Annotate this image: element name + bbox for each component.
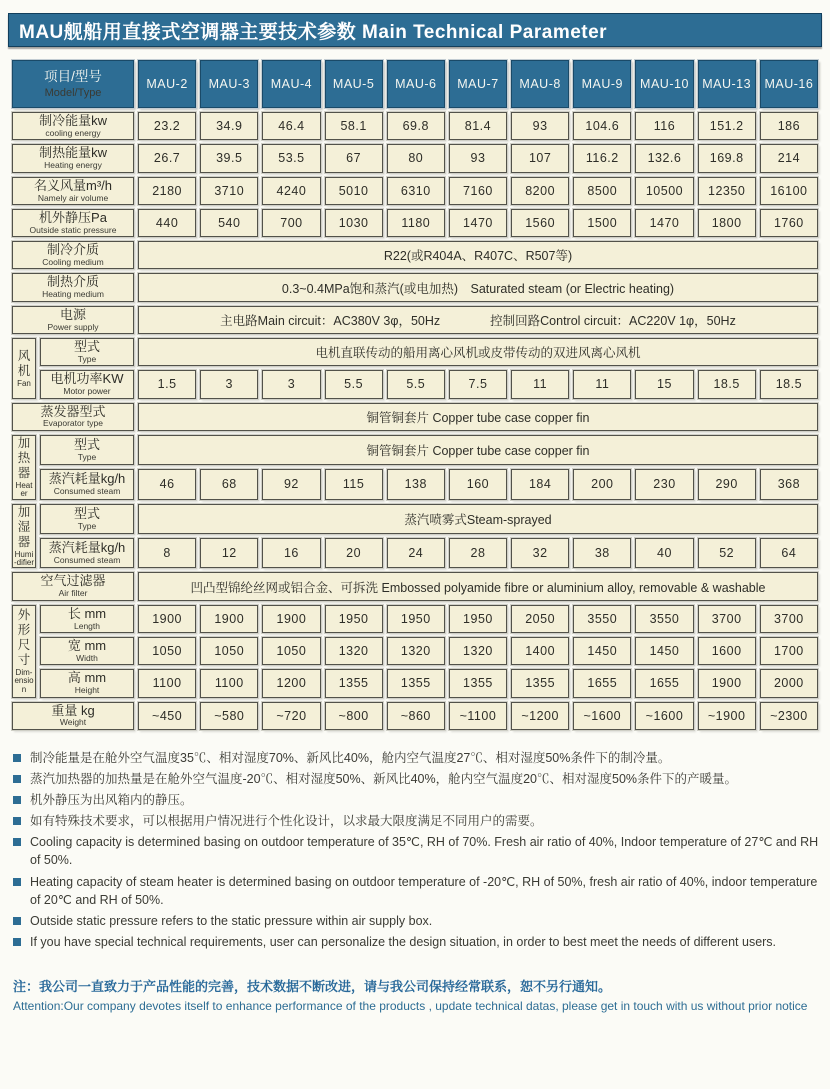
cell-value: 1050 (138, 637, 196, 665)
cell-value: 1.5 (138, 370, 196, 398)
cell-value: 5.5 (325, 370, 383, 398)
cell-value: 26.7 (138, 144, 196, 172)
cell-value: 3550 (635, 605, 693, 633)
table-header-row (12, 60, 818, 108)
cell-value: 92 (262, 469, 320, 499)
cell-value: ~2300 (760, 702, 818, 730)
cell-value: 1900 (200, 605, 258, 633)
cell-value: 1800 (698, 209, 756, 237)
cell-value: ~1100 (449, 702, 507, 730)
cell-value: 1050 (200, 637, 258, 665)
row-label-cooling-energy: 制冷能量kw cooling energy (12, 112, 134, 140)
cell-value: 5010 (325, 177, 383, 205)
note-text: Outside static pressure refers to the static pressure within air supply box. (30, 913, 433, 928)
note-text: Cooling capacity is determined basing on outdoor temperature of 35℃, RH of 70%. Fresh air ratio of 40%, Indoor temperature of 27℃ and RH of 50%. (30, 835, 819, 868)
bullet-square-icon (13, 838, 21, 846)
cell-value: 214 (760, 144, 818, 172)
cell-value: 116 (635, 112, 693, 140)
cell-value: 3550 (573, 605, 631, 633)
cell-value: ~1600 (573, 702, 631, 730)
bullet-square-icon (13, 775, 21, 783)
row-label-weight: 重量 kg Weight (12, 702, 134, 730)
row-width (12, 637, 818, 665)
cell-value: 1470 (635, 209, 693, 237)
cell-value: 8 (138, 538, 196, 568)
cell-span-value: 0.3~0.4MPa饱和蒸汽(或电加热) Saturated steam (or Electric heating) (138, 273, 818, 301)
cell-value: 151.2 (698, 112, 756, 140)
row-label-air-filter: 空气过滤器 Air filter (12, 572, 134, 600)
header-mau-13: MAU-13 (698, 60, 756, 108)
cell-value: 15 (635, 370, 693, 398)
footnotes (13, 749, 820, 951)
row-label-heater-type: 型式 Type (40, 435, 134, 465)
attention-en: Attention:Our company devotes itself to enhance performance of the products , update technical datas, please get in touch with us without prior notice (13, 999, 808, 1014)
cell-value: 46 (138, 469, 196, 499)
cell-value: 3710 (200, 177, 258, 205)
cell-value: 368 (760, 469, 818, 499)
header-mau-7: MAU-7 (449, 60, 507, 108)
cell-value: 115 (325, 469, 383, 499)
note-item (13, 749, 820, 767)
cell-value: 16 (262, 538, 320, 568)
cell-value: 1655 (635, 669, 693, 697)
bullet-square-icon (13, 754, 21, 762)
cell-value: 52 (698, 538, 756, 568)
bullet-square-icon (13, 796, 21, 804)
cell-value: 46.4 (262, 112, 320, 140)
cell-value: 1355 (387, 669, 445, 697)
bullet-square-icon (13, 938, 21, 946)
cell-span-value: 凹凸型锦纶丝网或铝合金、可拆洗 Embossed polyamide fibre or aluminium alloy, removable & washable (138, 572, 818, 600)
header-mau-8: MAU-8 (511, 60, 569, 108)
cell-value: 290 (698, 469, 756, 499)
cell-value: 2180 (138, 177, 196, 205)
cell-value: 1450 (635, 637, 693, 665)
cell-value: 1320 (449, 637, 507, 665)
group-label-heater: 加热器 Heater (12, 435, 36, 500)
row-label-humidifier-consumed-steam: 蒸汽耗量kg/h Consumed steam (40, 538, 134, 568)
row-label-heater-consumed-steam: 蒸汽耗量kg/h Consumed steam (40, 469, 134, 499)
row-label-humidifier-type: 型式 Type (40, 504, 134, 534)
row-evaporator-type (12, 403, 818, 431)
cell-value: ~860 (387, 702, 445, 730)
header-mau-5: MAU-5 (325, 60, 383, 108)
cell-value: 1900 (138, 605, 196, 633)
note-item (13, 791, 820, 809)
cell-value: 160 (449, 469, 507, 499)
cell-value: 11 (573, 370, 631, 398)
note-text: 蒸汽加热器的加热量是在舱外空气温度-20℃、相对湿度50%、新风比40%，舱内空气温度20℃、相对湿度50%条件下的产暖量。 (30, 771, 738, 786)
cell-value: 104.6 (573, 112, 631, 140)
header-mau-9: MAU-9 (573, 60, 631, 108)
cell-value: 1355 (449, 669, 507, 697)
cell-value: 1320 (387, 637, 445, 665)
row-label-static-pressure: 机外静压Pa Outside static pressure (12, 209, 134, 237)
group-label-fan: 风机 Fan (12, 338, 36, 399)
row-static-pressure (12, 209, 818, 237)
bullet-square-icon (13, 917, 21, 925)
cell-value: 81.4 (449, 112, 507, 140)
cell-value: 4240 (262, 177, 320, 205)
cell-value: 1600 (698, 637, 756, 665)
row-motor-power (12, 370, 818, 398)
header-mau-4: MAU-4 (262, 60, 320, 108)
cell-value: 440 (138, 209, 196, 237)
row-air-filter (12, 572, 818, 600)
cell-value: 18.5 (698, 370, 756, 398)
cell-value: 169.8 (698, 144, 756, 172)
row-cooling-medium (12, 241, 818, 269)
bullet-square-icon (13, 878, 21, 886)
row-heater-type (12, 435, 818, 465)
row-heating-energy (12, 144, 818, 172)
group-label-dimension: 外形尺寸 Dim-ension (12, 605, 36, 698)
cell-value: 1700 (760, 637, 818, 665)
group-label-humidifier: 加湿器 Humi-difier (14, 504, 35, 567)
cell-value: 3 (262, 370, 320, 398)
row-heater-consumed-steam (12, 469, 818, 499)
cell-value: 200 (573, 469, 631, 499)
row-label-evaporator-type: 蒸发器型式 Evaporator type (12, 403, 134, 431)
cell-value: 186 (760, 112, 818, 140)
cell-value: 1450 (573, 637, 631, 665)
note-text: If you have special technical requirements, user can personalize the design situation, in order to best meet the needs of different users. (30, 934, 777, 949)
cell-value: 8500 (573, 177, 631, 205)
cell-value: 10500 (635, 177, 693, 205)
cell-value: 38 (573, 538, 631, 568)
header-model-type: 项目/型号 Model/Type (12, 60, 134, 108)
cell-value: 6310 (387, 177, 445, 205)
cell-value: ~1600 (635, 702, 693, 730)
cell-span-value: 主电路Main circuit：AC380V 3φ，50Hz 控制回路Control circuit：AC220V 1φ，50Hz (138, 306, 818, 334)
cell-value: 34.9 (200, 112, 258, 140)
cell-value: 20 (325, 538, 383, 568)
cell-value: 1400 (511, 637, 569, 665)
cell-span-value: 铜管铜套片 Copper tube case copper fin (138, 403, 818, 431)
header-mau-2: MAU-2 (138, 60, 196, 108)
header-mau-3: MAU-3 (200, 60, 258, 108)
cell-value: 16100 (760, 177, 818, 205)
cell-value: 58.1 (325, 112, 383, 140)
cell-value: 69.8 (387, 112, 445, 140)
cell-value: 7160 (449, 177, 507, 205)
cell-value: 32 (511, 538, 569, 568)
cell-value: 1100 (200, 669, 258, 697)
note-item (13, 873, 820, 909)
cell-value: 1030 (325, 209, 383, 237)
note-text: 机外静压为出风箱内的静压。 (30, 793, 193, 808)
row-label-cooling-medium: 制冷介质 Cooling medium (12, 241, 134, 269)
cell-value: 12350 (698, 177, 756, 205)
row-heating-medium (12, 273, 818, 301)
row-height (12, 669, 818, 697)
cell-value: 28 (449, 538, 507, 568)
row-length (12, 605, 818, 633)
cell-value: 1655 (573, 669, 631, 697)
row-cooling-energy (12, 112, 818, 140)
cell-value: 3700 (760, 605, 818, 633)
cell-value: 1950 (449, 605, 507, 633)
cell-value: 64 (760, 538, 818, 568)
note-item (13, 770, 820, 788)
cell-value: 24 (387, 538, 445, 568)
row-power-supply (12, 306, 818, 334)
cell-value: ~800 (325, 702, 383, 730)
row-label-motor-power: 电机功率KW Motor power (40, 370, 134, 398)
row-fan-type (12, 338, 818, 366)
header-mau-16: MAU-16 (760, 60, 818, 108)
cell-value: ~1900 (698, 702, 756, 730)
cell-value: 12 (200, 538, 258, 568)
cell-value: 116.2 (573, 144, 631, 172)
note-text: 如有特殊技术要求，可以根据用户情况进行个性化设计，以求最大限度满足不同用户的需要。 (30, 814, 543, 829)
page-title: MAU舰船用直接式空调器主要技术参数 Main Technical Parameter (8, 13, 822, 47)
cell-value: 23.2 (138, 112, 196, 140)
row-humidifier-type (12, 504, 818, 534)
cell-value: ~1200 (511, 702, 569, 730)
cell-value: ~720 (262, 702, 320, 730)
cell-value: 1320 (325, 637, 383, 665)
header-mau-10: MAU-10 (635, 60, 693, 108)
cell-span-value: 铜管铜套片 Copper tube case copper fin (138, 435, 818, 465)
cell-value: 1470 (449, 209, 507, 237)
note-item (13, 912, 820, 930)
cell-value: 53.5 (262, 144, 320, 172)
note-item (13, 933, 820, 951)
header-mau-6: MAU-6 (387, 60, 445, 108)
row-air-volume (12, 177, 818, 205)
row-label-height: 高 mm Height (40, 669, 134, 697)
cell-value: 1950 (325, 605, 383, 633)
cell-span-value: 电机直联传动的船用离心风机或皮带传动的双进风离心风机 (138, 338, 818, 366)
cell-value: 11 (511, 370, 569, 398)
row-label-width: 宽 mm Width (40, 637, 134, 665)
cell-value: 1050 (262, 637, 320, 665)
cell-value: 1355 (325, 669, 383, 697)
cell-value: 1100 (138, 669, 196, 697)
bullet-square-icon (13, 817, 21, 825)
cell-value: 7.5 (449, 370, 507, 398)
cell-value: 1355 (511, 669, 569, 697)
row-label-heating-energy: 制热能量kw Heating energy (12, 144, 134, 172)
row-label-fan-type: 型式 Type (40, 338, 134, 366)
cell-value: 18.5 (760, 370, 818, 398)
cell-value: 3700 (698, 605, 756, 633)
cell-value: 1200 (262, 669, 320, 697)
row-label-power-supply: 电源 Power supply (12, 306, 134, 334)
cell-value: 1180 (387, 209, 445, 237)
row-label-heating-medium: 制热介质 Heating medium (12, 273, 134, 301)
cell-value: 1950 (387, 605, 445, 633)
cell-value: 5.5 (387, 370, 445, 398)
cell-value: 184 (511, 469, 569, 499)
cell-value: 540 (200, 209, 258, 237)
cell-value: 2050 (511, 605, 569, 633)
cell-value: ~580 (200, 702, 258, 730)
cell-value: 8200 (511, 177, 569, 205)
cell-value: 68 (200, 469, 258, 499)
cell-value: 93 (449, 144, 507, 172)
cell-value: 700 (262, 209, 320, 237)
cell-value: 2000 (760, 669, 818, 697)
cell-value: 1500 (573, 209, 631, 237)
cell-value: 138 (387, 469, 445, 499)
cell-value: 93 (511, 112, 569, 140)
cell-value: 132.6 (635, 144, 693, 172)
cell-span-value: 蒸汽喷雾式Steam-sprayed (138, 504, 818, 534)
cell-span-value: R22(或R404A、R407C、R507等) (138, 241, 818, 269)
cell-value: 1760 (760, 209, 818, 237)
cell-value: 80 (387, 144, 445, 172)
cell-value: 1900 (262, 605, 320, 633)
attention-zh: 注：我公司一直致力于产品性能的完善，技术数据不断改进，请与我公司保持经常联系，恕不另行通知。 (13, 979, 612, 995)
cell-value: 40 (635, 538, 693, 568)
note-text: 制冷能量是在舱外空气温度35℃、相对湿度70%、新风比40%，舱内空气温度27℃、相对湿度50%条件下的制冷量。 (30, 750, 671, 765)
row-humidifier-consumed-steam (12, 538, 818, 568)
cell-value: ~450 (138, 702, 196, 730)
cell-value: 3 (200, 370, 258, 398)
cell-value: 1560 (511, 209, 569, 237)
note-item (13, 833, 820, 869)
cell-value: 1900 (698, 669, 756, 697)
row-weight (12, 702, 818, 730)
note-item (13, 812, 820, 830)
cell-value: 230 (635, 469, 693, 499)
cell-value: 39.5 (200, 144, 258, 172)
cell-value: 107 (511, 144, 569, 172)
note-text: Heating capacity of steam heater is determined basing on outdoor temperature of -20℃, RH of 50%, fresh air ratio of 40%, indoor temperature of 20℃ and RH of 50%. (30, 874, 818, 907)
cell-value: 67 (325, 144, 383, 172)
row-label-length: 长 mm Length (40, 605, 134, 633)
row-label-air-volume: 名义风量m³/h Namely air volume (12, 177, 134, 205)
spec-table (8, 56, 822, 734)
attention-note (13, 976, 820, 1013)
